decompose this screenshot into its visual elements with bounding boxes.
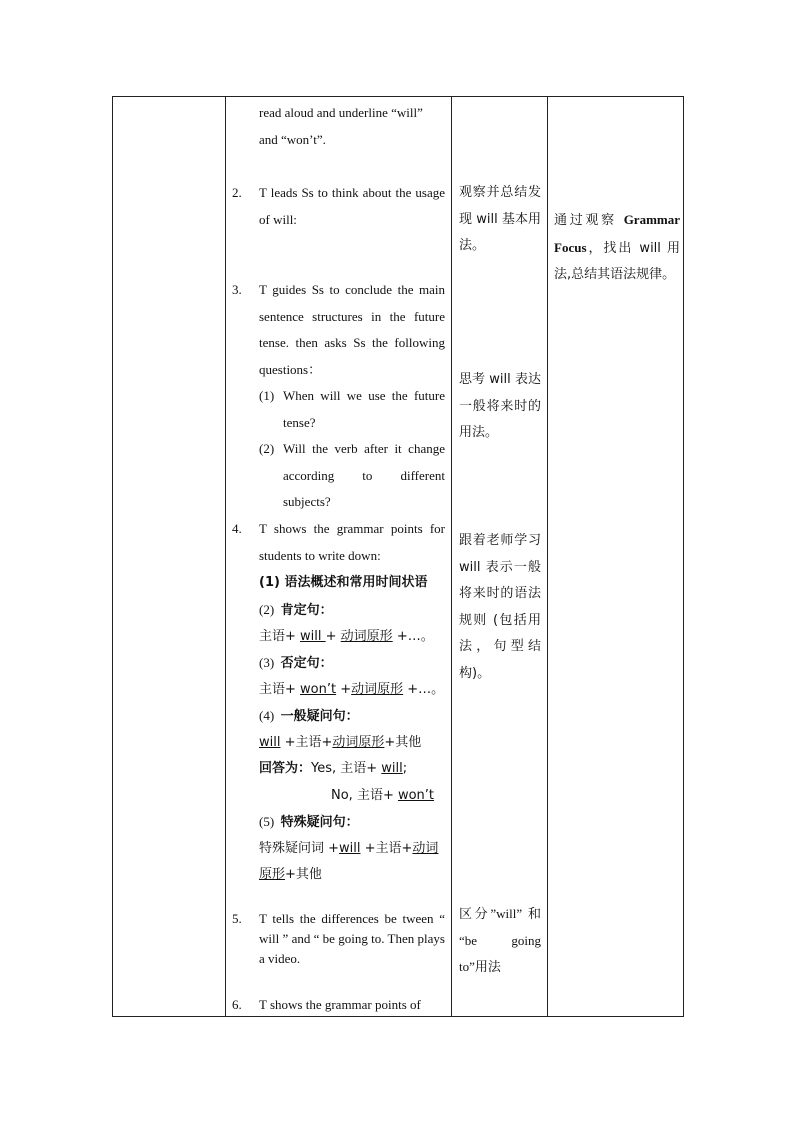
student-activity-4: 区分”will” 和 “be going to”用法 [459,906,541,974]
step-2-number: 2. [232,185,242,200]
lesson-plan-table [112,96,684,1017]
grammar-point-1: (1) 语法概述和常用时间状语 [259,575,428,590]
affirmative-structure: 主语+ will + 动词原形 +…。 [259,629,434,644]
question-structure: will +主语+动词原形+其他 [259,735,422,750]
student-activity-2: 思考 will 表达一般将来时的用法。 [459,372,541,440]
step-6-text: T shows the grammar points of [259,997,421,1012]
wh-question-structure-line-1: 特殊疑问词 +will +主语+动词 [259,841,439,856]
grammar-point-5-heading: (5) 特殊疑问句： [259,814,359,830]
teacher-activity-cell: read aloud and underline “will” and “won’t”. 2. T leads Ss to think about the usage of will: 3. T guides Ss to conclude the main sentence structures in the future tense. then asks Ss the following questions： (1) When will we use the future tense? (2) Will the verb after it change according to different subjects? 4. T shows the grammar points for students to write down: (1) 语法概述和常用时间状语 (2) 肯定句： 主语+ will + 动词原形 +…。 (3) 否定句： 主语+ won’t +动词原形 +…。 (4) 一般疑问句： will +主语+动词原形+其他 回答为：Yes, 主语+ will; No, 主语+ won’t (5) 特殊疑问句： 特殊疑问词 +will +主语+动词 原形+其他 5. T tells the differences be tween “ will ” and “ be going to. Then plays a video. 6. T shows the grammar points of [226,97,452,1017]
step-4-number: 4. [232,521,242,536]
step-2-text: T leads Ss to think about the usage of will: [259,185,445,227]
negative-structure: 主语+ won’t +动词原形 +…。 [259,682,445,697]
step-3-text: T guides Ss to conclude the main sentence structures in the future tense. then asks Ss the following questions： [259,282,445,377]
design-intent-1: 通过观察 Grammar Focus，找出 will 用法,总结其语法规律。 [554,212,680,282]
step-6-number: 6. [232,997,242,1012]
step-4-text: T shows the grammar points for students to write down: [259,521,445,563]
grammar-point-4-heading: (4) 一般疑问句： [259,708,359,724]
step-5-text: T tells the differences be tween “ will ” and “ be going to. Then plays a video. [259,911,445,966]
grammar-point-2-heading: (2) 肯定句： [259,602,333,618]
step-1-continued: read aloud and underline “will” and “won’t”. [259,105,423,147]
wh-question-structure-line-2: 原形+其他 [259,867,322,882]
student-activity-3: 跟着老师学习 will 表示一般将来时的语法规则 (包括用法，句型结构)。 [459,533,541,681]
step-3-number: 3. [232,282,242,297]
answer-no: No, 主语+ won’t [331,788,435,803]
step-5-number: 5. [232,911,242,926]
grammar-point-3-heading: (3) 否定句： [259,655,333,671]
student-activity-1: 观察并总结发现 will 基本用法。 [459,185,541,253]
design-intent-cell [548,97,684,1017]
stage-column-cell [113,97,226,1017]
answer-yes: 回答为：Yes, 主语+ will; [259,761,408,776]
student-activity-cell [452,97,548,1017]
